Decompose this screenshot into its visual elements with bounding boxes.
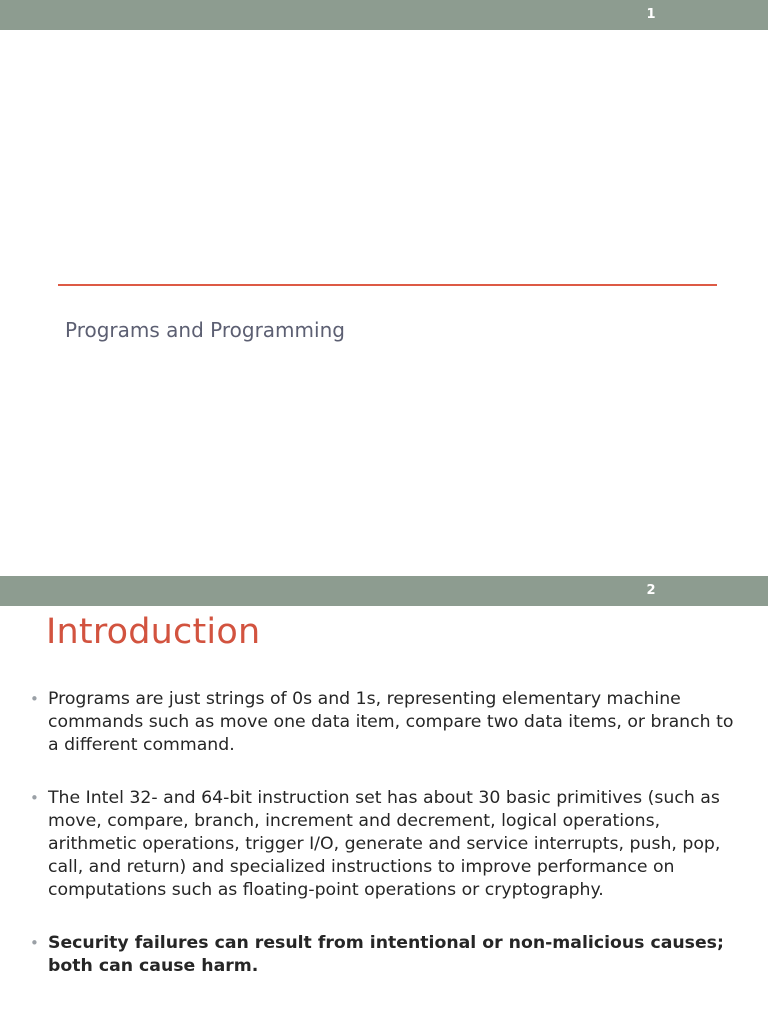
bullet-icon: • <box>30 934 39 952</box>
bullet-item <box>30 787 735 902</box>
slide-header-bar <box>0 576 768 606</box>
bullet-text: The Intel 32- and 64-bit instruction set has about 30 basic primitives (such as move, compare, branch, increment and decrement, logical operations, arithmetic operations, trigger I/O, generate and service interrupts, push, pop, call, and return) and specialized instructions to improve performance on computations such as floating-point operations or cryptography. <box>48 788 721 900</box>
bullet-item <box>30 688 735 757</box>
bullet-icon: • <box>30 789 39 807</box>
slide-header-bar <box>0 0 768 30</box>
bullet-list <box>30 688 735 1008</box>
slide-title: Introduction <box>46 612 261 652</box>
slide-subtitle: Programs and Programming <box>65 318 345 342</box>
bullet-text: Security failures can result from intentional or non-malicious causes; both can cause harm. <box>48 933 724 976</box>
bullet-icon: • <box>30 690 39 708</box>
slide-2 <box>0 576 768 1024</box>
slide-number: 1 <box>646 7 656 22</box>
slide-number: 2 <box>646 583 656 598</box>
title-divider-line <box>58 284 717 286</box>
bullet-text: Programs are just strings of 0s and 1s, representing elementary machine commands such as move one data item, compare two data items, or branch to a different command. <box>48 689 734 755</box>
bullet-item <box>30 932 735 978</box>
